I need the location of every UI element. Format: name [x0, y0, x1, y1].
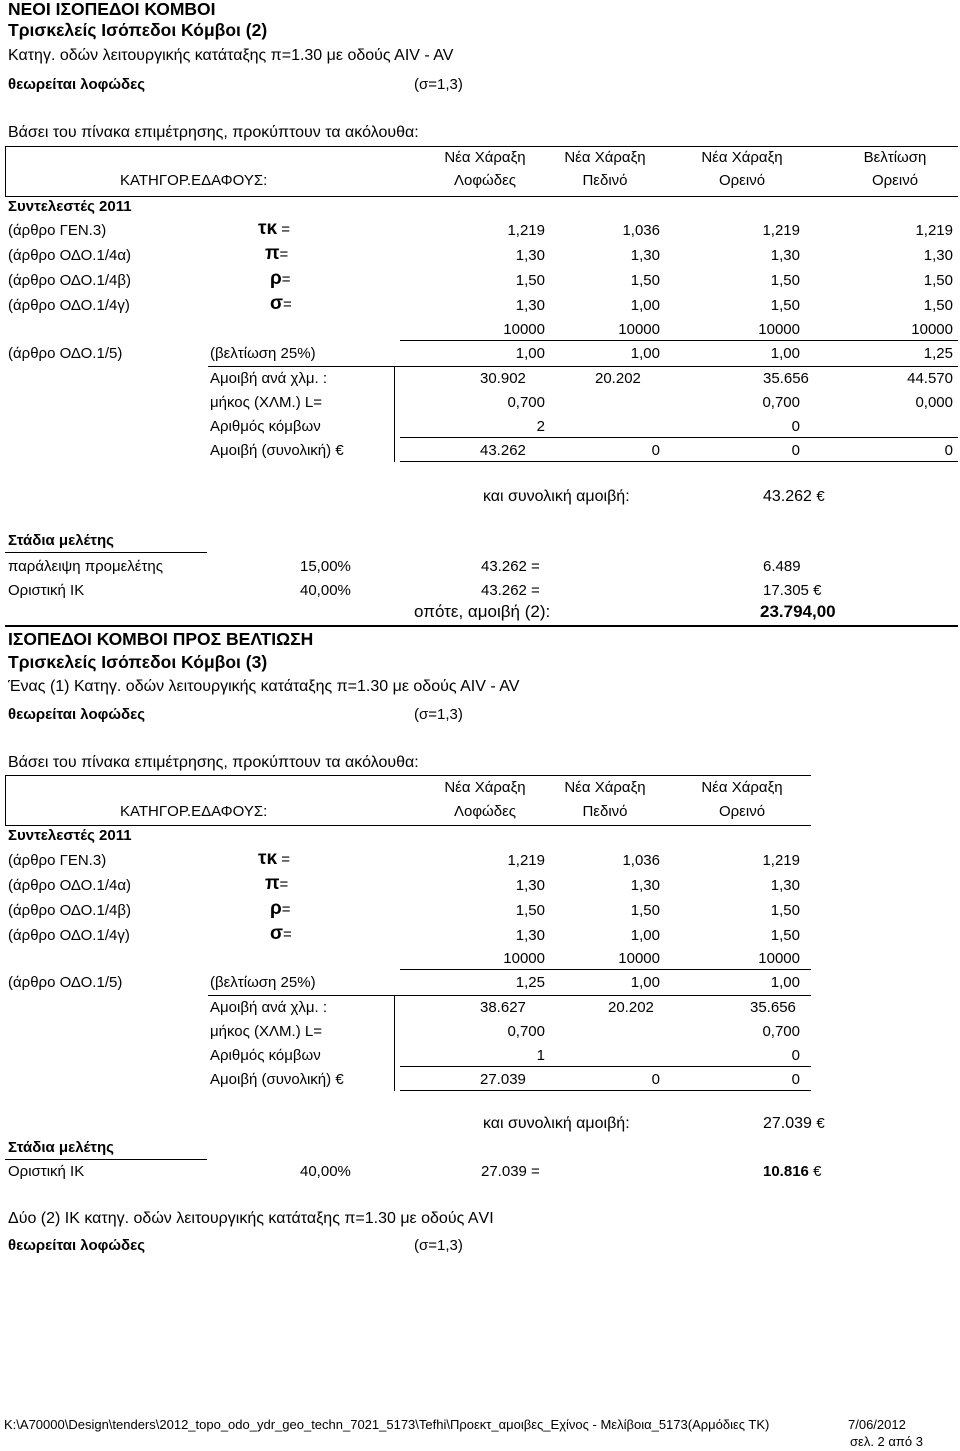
stage2-name: Οριστική ΙΚ — [8, 582, 85, 599]
table2-base-underline — [400, 969, 811, 970]
table2-row-pi-val3: 1,30 — [770, 877, 800, 894]
table2-total-label: Αμοιβή (συνολική) € — [210, 1071, 344, 1088]
euro-icon: € — [335, 1071, 344, 1088]
table2-col2-line1: Νέα Χάραξη — [564, 779, 646, 796]
table2-row-sigma-label: (άρθρο ΟΔΟ.1/4γ) — [8, 927, 130, 944]
section1-grand-value: 43.262 € — [763, 488, 825, 505]
table1-header-bottom — [5, 196, 958, 197]
stage1-name: παράλειψη προμελέτης — [8, 558, 163, 575]
section1-sigma: (σ=1,3) — [414, 76, 463, 93]
table2-nodes-val1: 1 — [536, 1047, 545, 1064]
section1-final-label: οπότε, αμοιβή (2): — [414, 602, 551, 621]
footer-path: K:\A70000\Design\tenders\2012_topo_odo_ydr_geo_techn_7021_5173\Tefhi\Προεκτ_αμοιβες_Εχίνος - Μελίβοια_5173(Αρμόδιες ΤΚ) — [4, 1417, 770, 1432]
stage1-result: 6.489 — [763, 558, 801, 575]
table2-header-bottom — [5, 825, 811, 826]
table2-feekm-val1: 38.627 — [480, 999, 526, 1016]
table2-row-tk-symbol: τκ = — [258, 848, 291, 869]
stage1-pct: 15,00% — [300, 558, 351, 575]
table1-feekm-label: Αμοιβή ανά χλμ. : — [210, 370, 327, 387]
table1-nodes-label: Αριθμός κόμβων — [210, 418, 321, 435]
section3-consider-label: θεωρείται λοφώδες — [8, 1237, 146, 1254]
section1-stages-underline — [5, 552, 207, 553]
table1-row-rho-val4: 1,50 — [923, 272, 953, 289]
table1-nodes-val1: 2 — [536, 418, 545, 435]
section2-intro: Βάσει του πίνακα επιμέτρησης, προκύπτουν τα ακόλουθα: — [8, 754, 419, 771]
section3-category-text: Δύο (2) ΙΚ κατηγ. οδών λειτουργικής κατάταξης π=1.30 με οδούς ΑVI — [8, 1210, 494, 1227]
section1-consider-label: θεωρείται λοφώδες — [8, 76, 146, 93]
table1-col2-line2: Πεδινό — [582, 172, 628, 189]
table1-row-tk-symbol: τκ = — [258, 218, 291, 239]
table1-col4-line1: Βελτίωση — [863, 149, 927, 166]
table1-improve-val3: 1,00 — [770, 345, 800, 362]
table1-base-val3: 10000 — [758, 321, 800, 338]
table2-row-tk-val2: 1,036 — [622, 852, 660, 869]
table2-length-label: μήκος (ΧΛΜ.) L= — [210, 1023, 322, 1040]
table1-base-underline — [400, 340, 958, 341]
table1-col4-line2: Ορεινό — [871, 172, 919, 189]
table1-length-val4: 0,000 — [915, 394, 953, 411]
section1-stages-heading: Στάδια μελέτης — [8, 532, 114, 549]
table2-coef-heading: Συντελεστές 2011 — [8, 827, 132, 844]
table2-row-tk-label: (άρθρο ΓΕΝ.3) — [8, 852, 107, 869]
table1-row-tk-val4: 1,219 — [915, 222, 953, 239]
table1-improve-val2: 1,00 — [630, 345, 660, 362]
table2-improve-desc: (βελτίωση 25%) — [210, 974, 316, 991]
section2-stages-underline — [5, 1159, 207, 1160]
stage2-result: 17.305 € — [763, 582, 822, 599]
table1-feekm-val3: 35.656 — [763, 370, 809, 387]
table2-nodes-label: Αριθμός κόμβων — [210, 1047, 321, 1064]
table2-row-pi-label: (άρθρο ΟΔΟ.1/4α) — [8, 877, 131, 894]
s2-stage1-pct: 40,00% — [300, 1163, 351, 1180]
table2-improve-val2: 1,00 — [630, 974, 660, 991]
section1-final-value: 23.794,00 — [760, 602, 836, 621]
table1-row-rho-val2: 1,50 — [630, 272, 660, 289]
table1-feekm-val2: 20.202 — [595, 370, 641, 387]
table2-inner-vline — [394, 995, 395, 1091]
footer-page-number: σελ. 2 από 3 — [850, 1434, 923, 1449]
euro-icon: € — [816, 1115, 825, 1132]
table1-col2-line1: Νέα Χάραξη — [564, 149, 646, 166]
section2-title: ΙΣΟΠΕΔΟΙ ΚΟΜΒΟΙ ΠΡΟΣ ΒΕΛΤΙΩΣΗ — [8, 629, 314, 649]
table2-row-rho-val2: 1,50 — [630, 902, 660, 919]
table1-col1-line2: Λοφώδες — [453, 172, 517, 189]
table2-total-val2: 0 — [651, 1071, 660, 1088]
table2-length-val3: 0,700 — [762, 1023, 800, 1040]
table1-row-tk-val1: 1,219 — [507, 222, 545, 239]
table1-length-val1: 0,700 — [507, 394, 545, 411]
table1-bottom-border — [400, 461, 958, 462]
stage2-base: 43.262 = — [481, 582, 540, 599]
table1-row-rho-val1: 1,50 — [515, 272, 545, 289]
table2-length-val1: 0,700 — [507, 1023, 545, 1040]
table2-row-rho-label: (άρθρο ΟΔΟ.1/4β) — [8, 902, 131, 919]
table2-col1-line1: Νέα Χάραξη — [444, 779, 526, 796]
s2-stage1-result: 10.816 € — [763, 1163, 822, 1180]
section-divider — [5, 625, 958, 627]
table1-base-val4: 10000 — [911, 321, 953, 338]
table1-length-val3: 0,700 — [762, 394, 800, 411]
table2-nodes-underline — [400, 1066, 811, 1067]
section1-title: ΝΕΟΙ ΙΣΟΠΕΔΟΙ ΚΟΜΒΟΙ — [8, 0, 216, 19]
euro-icon: € — [813, 582, 822, 599]
table2-col1-line2: Λοφώδες — [453, 803, 517, 820]
table1-total-val2: 0 — [651, 442, 660, 459]
table1-mid-line — [208, 366, 958, 367]
table2-improve-label: (άρθρο ΟΔΟ.1/5) — [8, 974, 123, 991]
table2-mid-line — [208, 995, 811, 996]
section2-sigma: (σ=1,3) — [414, 706, 463, 723]
table2-feekm-val3: 35.656 — [750, 999, 796, 1016]
table1-base-val1: 10000 — [503, 321, 545, 338]
table1-row-sigma-val2: 1,00 — [630, 297, 660, 314]
footer-date: 7/06/2012 — [848, 1417, 906, 1432]
section1-subtitle: Τρισκελείς Ισόπεδοι Κόμβοι (2) — [8, 20, 268, 40]
table1-feekm-val1: 30.902 — [480, 370, 526, 387]
euro-icon: € — [813, 1163, 822, 1180]
table1-improve-val1: 1,00 — [515, 345, 545, 362]
table2-row-tk-val1: 1,219 — [507, 852, 545, 869]
table2-row-sigma-val1: 1,30 — [515, 927, 545, 944]
table1-total-val4: 0 — [944, 442, 953, 459]
table1-row-pi-symbol: π= — [265, 243, 289, 264]
section2-stages-heading: Στάδια μελέτης — [8, 1139, 114, 1156]
table1-row-pi-val4: 1,30 — [923, 247, 953, 264]
table1-row-rho-label: (άρθρο ΟΔΟ.1/4β) — [8, 272, 131, 289]
table2-bottom-border — [400, 1090, 811, 1091]
table1-improve-label: (άρθρο ΟΔΟ.1/5) — [8, 345, 123, 362]
table1-row-sigma-symbol: σ= — [270, 293, 292, 314]
section2-grand-label: και συνολική αμοιβή: — [483, 1115, 630, 1132]
table1-col3-line2: Ορεινό — [718, 172, 766, 189]
table1-inner-vline — [394, 366, 395, 462]
table2-feekm-val2: 20.202 — [608, 999, 654, 1016]
table1-row-sigma-val1: 1,30 — [515, 297, 545, 314]
table2-base-val3: 10000 — [758, 950, 800, 967]
table2-row-sigma-val2: 1,00 — [630, 927, 660, 944]
euro-icon: € — [335, 442, 344, 459]
table2-col3-line2: Ορεινό — [718, 803, 766, 820]
table1-total-val1: 43.262 — [480, 442, 526, 459]
table1-feekm-val4: 44.570 — [907, 370, 953, 387]
table2-row-sigma-val3: 1,50 — [770, 927, 800, 944]
table2-col2-line2: Πεδινό — [582, 803, 628, 820]
table1-row-sigma-label: (άρθρο ΟΔΟ.1/4γ) — [8, 297, 130, 314]
table2-improve-val1: 1,25 — [515, 974, 545, 991]
table2-nodes-val3: 0 — [791, 1047, 800, 1064]
table2-improve-val3: 1,00 — [770, 974, 800, 991]
section3-sigma: (σ=1,3) — [414, 1237, 463, 1254]
table1-total-label: Αμοιβή (συνολική) € — [210, 442, 344, 459]
table2-row-rho-val1: 1,50 — [515, 902, 545, 919]
section2-grand-value: 27.039 € — [763, 1115, 825, 1132]
table1-row-tk-val2: 1,036 — [622, 222, 660, 239]
table1-row-rho-symbol: ρ= — [270, 268, 291, 289]
table1-top-border — [5, 146, 958, 147]
stage2-pct: 40,00% — [300, 582, 351, 599]
stage1-base: 43.262 = — [481, 558, 540, 575]
table1-improve-val4: 1,25 — [923, 345, 953, 362]
table2-base-val2: 10000 — [618, 950, 660, 967]
table1-left-border — [5, 146, 6, 196]
table1-row-rho-val3: 1,50 — [770, 272, 800, 289]
table2-category-label: ΚΑΤΗΓΟΡ.ΕΔΑΦΟΥΣ: — [120, 803, 268, 820]
table1-row-tk-label: (άρθρο ΓΕΝ.3) — [8, 222, 107, 239]
table1-nodes-val3: 0 — [791, 418, 800, 435]
table2-feekm-label: Αμοιβή ανά χλμ. : — [210, 999, 327, 1016]
section1-intro: Βάσει του πίνακα επιμέτρησης, προκύπτουν τα ακόλουθα: — [8, 124, 419, 141]
section2-consider-label: θεωρείται λοφώδες — [8, 706, 146, 723]
table2-row-rho-symbol: ρ= — [270, 898, 291, 919]
table1-col3-line1: Νέα Χάραξη — [701, 149, 783, 166]
table1-row-pi-val3: 1,30 — [770, 247, 800, 264]
s2-stage1-base: 27.039 = — [481, 1163, 540, 1180]
table1-row-tk-val3: 1,219 — [762, 222, 800, 239]
table2-row-pi-val1: 1,30 — [515, 877, 545, 894]
table1-row-pi-label: (άρθρο ΟΔΟ.1/4α) — [8, 247, 131, 264]
table1-row-pi-val1: 1,30 — [515, 247, 545, 264]
s2-stage1-name: Οριστική ΙΚ — [8, 1163, 85, 1180]
table2-row-rho-val3: 1,50 — [770, 902, 800, 919]
table1-row-sigma-val4: 1,50 — [923, 297, 953, 314]
table1-category-label: ΚΑΤΗΓΟΡ.ΕΔΑΦΟΥΣ: — [120, 172, 268, 189]
section1-grand-label: και συνολική αμοιβή: — [483, 488, 630, 505]
table1-col1-line1: Νέα Χάραξη — [444, 149, 526, 166]
table2-row-pi-symbol: π= — [265, 873, 289, 894]
table2-col3-line1: Νέα Χάραξη — [701, 779, 783, 796]
section2-subtitle: Τρισκελείς Ισόπεδοι Κόμβοι (3) — [8, 652, 268, 672]
table1-total-val3: 0 — [791, 442, 800, 459]
table1-coef-heading: Συντελεστές 2011 — [8, 198, 132, 215]
table1-improve-desc: (βελτίωση 25%) — [210, 345, 316, 362]
table2-left-border — [5, 775, 6, 825]
table1-base-val2: 10000 — [618, 321, 660, 338]
table2-total-val1: 27.039 — [480, 1071, 526, 1088]
table2-row-tk-val3: 1,219 — [762, 852, 800, 869]
table2-base-val1: 10000 — [503, 950, 545, 967]
table2-row-sigma-symbol: σ= — [270, 923, 292, 944]
euro-icon: € — [816, 488, 825, 505]
table2-row-pi-val2: 1,30 — [630, 877, 660, 894]
table1-length-label: μήκος (ΧΛΜ.) L= — [210, 394, 322, 411]
table1-nodes-underline — [400, 437, 958, 438]
section1-category-text: Κατηγ. οδών λειτουργικής κατάταξης π=1.30 με οδούς ΑΙV - AV — [8, 47, 454, 64]
table2-total-val3: 0 — [791, 1071, 800, 1088]
section2-category-text: Ένας (1) Κατηγ. οδών λειτουργικής κατάταξης π=1.30 με οδούς ΑΙV - AV — [8, 678, 520, 695]
table2-top-border — [5, 775, 811, 776]
table1-row-pi-val2: 1,30 — [630, 247, 660, 264]
table1-row-sigma-val3: 1,50 — [770, 297, 800, 314]
